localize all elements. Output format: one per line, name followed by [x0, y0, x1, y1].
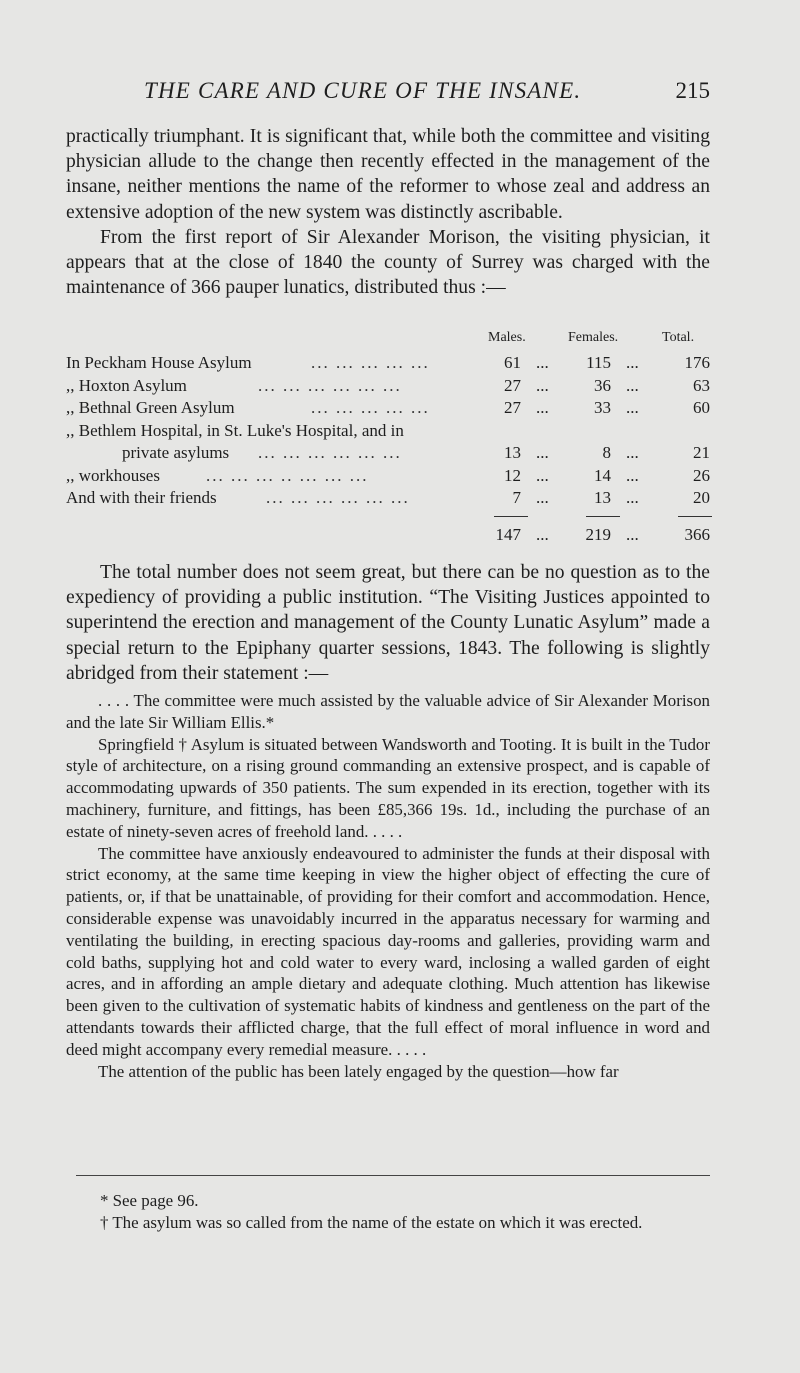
- females-value: 8: [602, 443, 611, 462]
- row-label: ,, Hoxton Asylum: [66, 375, 187, 395]
- table-row: [66, 465, 710, 488]
- table-row: [66, 487, 710, 510]
- quoted-statement: [66, 690, 710, 1082]
- separator: ...: [536, 443, 549, 462]
- separator: ...: [536, 488, 549, 507]
- total-value: 60: [693, 398, 710, 417]
- separator: ...: [626, 375, 639, 395]
- separator: ...: [536, 398, 549, 417]
- footnote: † The asylum was so called from the name of the estate on which it was erected.: [100, 1213, 643, 1232]
- males-value: 7: [512, 488, 521, 507]
- running-title: THE CARE AND CURE OF THE INSANE.: [144, 78, 582, 103]
- row-label: ,, Bethnal Green Asylum: [66, 398, 235, 417]
- row-label: private asylums: [122, 443, 230, 462]
- quote-paragraph: Springfield † Asylum is situated between Wandsworth and Tooting. It is built in the Tudor style of architecture, on a rising ground commanding an extensive prospect, and is capable of accommodating upwards of 350 patients. The sum expended in its erection, together with its machinery, furniture, and fittings, has been £85,366 19s. 1d., including the purchase of an estate of ninety-seven acres of freehold land. . . . .: [66, 734, 710, 841]
- separator: ...: [626, 443, 639, 462]
- table-row: [66, 352, 710, 375]
- quote-paragraph: . . . . The committee were much assisted by the valuable advice of Sir Alexander Morison and the late Sir William Ellis.*: [66, 691, 710, 732]
- separator: ...: [626, 353, 639, 372]
- total-rules: [66, 510, 710, 522]
- row-label: ,, workhouses: [66, 465, 160, 485]
- table-row: [66, 442, 710, 465]
- paragraph: practically triumphant. It is significant that, while both the committee and visiting physician allude to the change then recently effected in the management of the insane, neither mentions the name of the reformer to whose zeal and address an extensive adoption of the new system was distinctly ascribable.: [66, 126, 710, 223]
- leader-dots: ... ... ... ... ...: [311, 398, 430, 417]
- header-males: Males.: [488, 330, 526, 345]
- leader-dots: ... ... ... ... ... ...: [258, 375, 402, 395]
- lunatics-table: [66, 330, 710, 546]
- separator: ...: [626, 398, 639, 417]
- row-label: And with their friends: [66, 488, 217, 507]
- males-value: 27: [504, 398, 521, 417]
- separator: ...: [626, 488, 639, 507]
- separator: ...: [536, 524, 549, 544]
- header-females: Females.: [568, 330, 619, 345]
- rule-line: [678, 516, 712, 517]
- total-value: 20: [693, 488, 710, 507]
- rule-line: [494, 516, 528, 517]
- leader-dots: ... ... ... ... ... ...: [266, 488, 410, 507]
- females-value: 13: [594, 488, 611, 507]
- table-header: [66, 330, 710, 352]
- males-total: 147: [495, 524, 521, 544]
- quote-paragraph: The committee have anxiously endeavoured to administer the funds at their disposal with strict economy, at the same time keeping in view the higher object of effecting the cure of patients, or, if that be unattainable, of providing for their comfort and accommodation. Hence, considerable expense was unavoidably incurred in the apparatus necessary for warming and ventilating the building, in erecting spacious day-rooms and galleries, providing warm and cold baths, supplying hot and cold water to every ward, inclosing a walled garden of eight acres, and in affording an ample dietary and adequate clothing. Much attention has likewise been given to the cultivation of systematic habits of kindness and gentleness on the part of the attendants towards their afflicted charge, that the full effect of moral influence in word and deed might accompany every remedial measure. . . . .: [66, 843, 710, 1059]
- footnotes: [66, 1190, 710, 1234]
- females-total: 219: [585, 524, 611, 544]
- quote-paragraph: The attention of the public has been lately engaged by the question—how far: [98, 1061, 619, 1081]
- males-value: 12: [504, 465, 521, 485]
- middle-text: [66, 560, 710, 686]
- males-value: 27: [504, 375, 521, 395]
- row-label: ,, Bethlem Hospital, in St. Luke's Hospital, and in: [66, 420, 404, 440]
- separator: ...: [536, 375, 549, 395]
- males-value: 13: [504, 443, 521, 462]
- leader-dots: ... ... ... ... ...: [311, 353, 430, 372]
- footnote-rule: [76, 1175, 710, 1176]
- females-value: 115: [586, 353, 611, 372]
- row-label: In Peckham House Asylum: [66, 353, 252, 372]
- total-value: 26: [693, 465, 710, 485]
- table-row: [66, 375, 710, 398]
- leader-dots: ... ... ... .. ... ... ...: [206, 465, 369, 485]
- females-value: 14: [594, 465, 611, 485]
- table-row: [66, 420, 710, 443]
- footnote: * See page 96.: [100, 1191, 199, 1210]
- total-value: 63: [693, 375, 710, 395]
- page-header: [66, 78, 710, 112]
- females-value: 33: [594, 398, 611, 417]
- separator: ...: [626, 465, 639, 485]
- leader-dots: ... ... ... ... ... ...: [258, 443, 402, 462]
- separator: ...: [626, 524, 639, 544]
- totals-row: [66, 524, 710, 547]
- rule-line: [586, 516, 620, 517]
- separator: ...: [536, 465, 549, 485]
- header-total: Total.: [662, 330, 695, 345]
- grand-total: 366: [684, 524, 710, 544]
- paragraph: The total number does not seem great, but there can be no question as to the expediency of providing a public institution. “The Visiting Justices appointed to superintend the erection and management of the County Lunatic Asylum” made a special return to the Epiphany quarter sessions, 1843. The following is slightly abridged from their statement :—: [66, 562, 710, 684]
- paragraph: From the first report of Sir Alexander Morison, the visiting physician, it appears that at the close of 1840 the county of Surrey was charged with the maintenance of 366 pauper lunatics, distributed thus :—: [66, 226, 710, 299]
- total-value: 176: [684, 353, 710, 372]
- males-value: 61: [504, 353, 521, 372]
- females-value: 36: [594, 375, 611, 395]
- page-number: 215: [675, 78, 710, 103]
- total-value: 21: [693, 443, 710, 462]
- table-row: [66, 397, 710, 420]
- intro-text: [66, 124, 710, 300]
- separator: ...: [536, 353, 549, 372]
